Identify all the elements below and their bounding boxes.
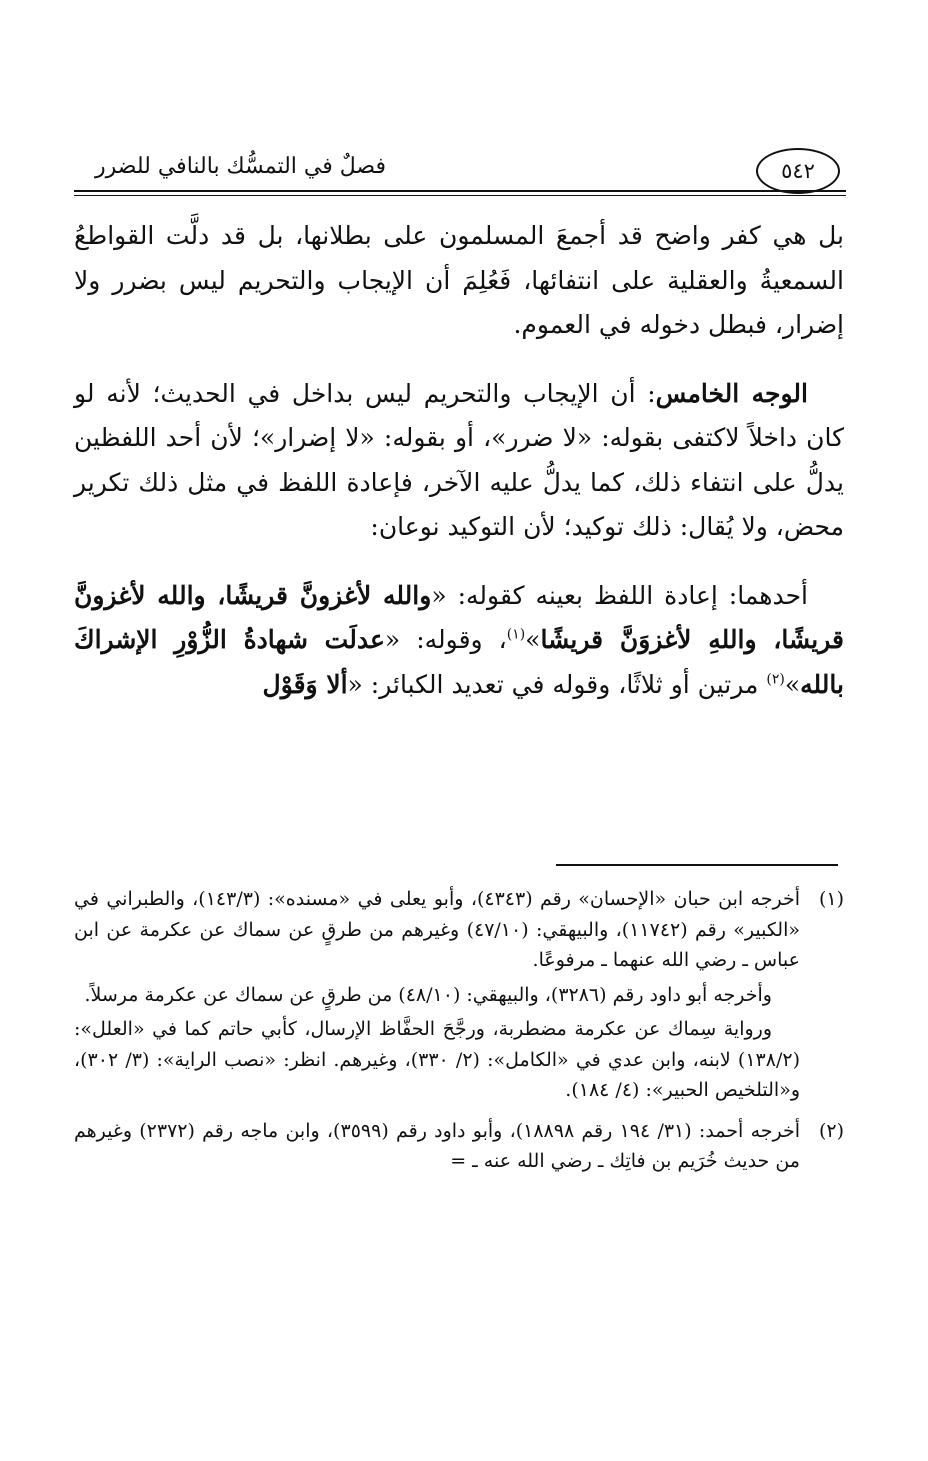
text-run: » xyxy=(784,669,801,699)
footnote-ref-1: (١) xyxy=(506,626,526,643)
text-run: ، وقوله: « xyxy=(384,625,507,654)
footnotes xyxy=(74,884,844,1187)
hadith-quote-2: عدلَت شهادةُ الزُّوْرِ الإشراكَ بالله xyxy=(74,625,844,699)
footnote-para: أخرجه ابن حبان «الإحسان» رقم (٤٣٤٣)، وأبو يعلى في «مسنده»: (١٤٣/٣)، والطبراني في «الكبير» رقم (١١٧٤٢)، والبيهقي: (٤٧/١٠) وغيرهم من طرقٍ عن سماك عن عكرمة عن ابن عباس ـ رضي الله عنهما ـ مرفوعًا. xyxy=(74,888,801,971)
footnote-body xyxy=(74,1116,800,1181)
paragraph-2 xyxy=(74,372,844,550)
text-run: أحدهما: إعادة اللفظ بعينه كقوله: « xyxy=(431,580,808,610)
footnote-number: (١) xyxy=(818,888,844,910)
header-rule-thin xyxy=(74,195,846,196)
footnote-separator xyxy=(556,864,838,866)
page-number: ٥٤٢ xyxy=(781,159,815,183)
paragraph-1: بل هي كفر واضح قد أجمعَ المسلمون على بطلانها، بل قد دلَّت القواطعُ السمعيةُ والعقلية على انتفائها، فَعُلِمَ أن الإيجاب والتحريم ليس بضرر ولا إضرار، فبطل دخوله في العموم. xyxy=(74,221,844,339)
paragraph-3 xyxy=(74,574,844,708)
footnote-1 xyxy=(74,884,844,1110)
footnote-body xyxy=(74,884,800,1110)
footnote-para: أخرجه أحمد: (٣١/ ١٩٤ رقم ١٨٨٩٨)، وأبو داود رقم (٣٥٩٩)، وابن ماجه رقم (٢٣٧٢) وغيرهم من حديث خُرَيم بن فاتِك ـ رضي الله عنه ـ = xyxy=(74,1119,801,1172)
header-rule xyxy=(74,190,846,192)
footnote-2 xyxy=(74,1116,844,1181)
hadith-quote-3: ألا وَقَوْل xyxy=(262,669,348,699)
footnote-para: وأخرجه أبو داود رقم (٣٢٨٦)، والبيهقي: (٤٨/١٠) من طرقٍ عن سماك عن عكرمة مرسلاً. xyxy=(84,983,772,1006)
page-number-badge xyxy=(756,148,840,194)
running-title: فصلٌ في التمسُّك بالنافي للضرر xyxy=(95,154,386,179)
footnote-ref-2: (٢) xyxy=(766,671,785,688)
paragraph-2-text: : أن الإيجاب والتحريم ليس بداخل في الحديث؛ لأنه لو كان داخلاً لاكتفى بقوله: «لا ضرر»، أو بقوله: «لا إضرار»؛ لأن أحد اللفظين يدلُّ على انتفاء ذلك، كما يدلُّ عليه الآخر، فإعادة اللفظ في مثل ذلك تكرير محض، ولا يُقال: ذلك توكيد؛ لأن التوكيد نوعان: xyxy=(74,378,844,541)
text-run: » xyxy=(525,625,541,654)
section-heading: الوجه الخامس xyxy=(655,378,808,408)
main-text xyxy=(74,214,844,731)
footnote-para: ورواية سِماك عن عكرمة مضطربة، ورجَّحَ الحفَّاظ الإرسال، كأبي حاتم كما في «العلل»: (١٣٨/٢) لابنه، وابن عدي في «الكامل»: (٢/ ٣٣٠)، وغيرهم. انظر: «نصب الراية»: (٣/ ٣٠٢)، و«التلخيص الحبير»: (٤/ ١٨٤). xyxy=(74,1018,800,1101)
hadith-quote-1: والله لأغزونَّ قريشًا، والله لأغزونَّ قريشًا، واللهِ لأغزوَنَّ قريشًا xyxy=(74,580,845,654)
text-run: مرتين أو ثلاثًا، وقوله في تعديد الكبائر: « xyxy=(347,669,767,699)
page-header xyxy=(74,148,846,194)
footnote-number: (٢) xyxy=(818,1119,844,1142)
